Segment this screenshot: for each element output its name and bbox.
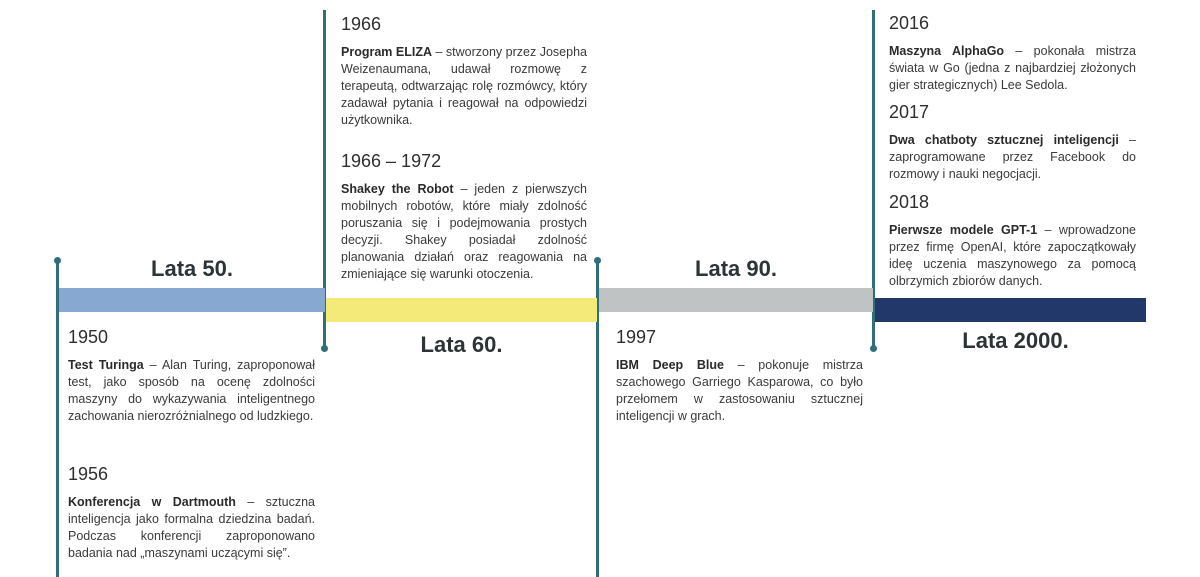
event-1966 [341,14,587,129]
event-title: IBM Deep Blue [616,358,724,372]
event-1997 [616,327,863,425]
event-title: Shakey the Robot [341,182,454,196]
event-description [616,357,863,425]
event-title: Maszyna AlphaGo [889,44,1005,58]
event-description [341,181,587,283]
era-label-1960s: Lata 60. [420,332,503,357]
event-1966-1972 [341,151,587,283]
event-year: 1966 – 1972 [341,151,442,171]
event-1956 [68,464,315,562]
event-text: – zaprogramowane przez Facebook do rozmowy i nauki negocjacji. [889,133,1136,181]
event-title: Konferencja w Dartmouth [68,495,236,509]
event-description [68,494,315,562]
event-description [68,357,315,425]
event-2018 [889,192,1136,290]
event-description [889,43,1136,94]
event-year: 1966 [341,14,382,34]
event-description [889,222,1136,290]
event-year: 2017 [889,102,930,122]
event-description [341,44,587,129]
event-2016 [889,13,1136,94]
event-title: Pierwsze modele GPT-1 [889,223,1038,237]
era-bar-1990s [599,288,873,312]
event-title: Dwa chatboty sztucznej inteligencji [889,133,1119,147]
event-description [889,132,1136,183]
event-year: 1950 [68,327,109,347]
event-text: – Alan Turing, zaproponował test, jako sposób na ocenę zdolności maszyny do wykazywania inteligentnego zachowania nierozróżnialnego od ludzkiego. [68,358,316,423]
event-year: 1956 [68,464,109,484]
event-text: – wprowadzone przez firmę OpenAI, które zapoczątkowały ideę uczenia maszynowego za pomocą olbrzymich zbiorów danych. [889,223,1136,288]
era-label-2000s: Lata 2000. [962,328,1069,353]
event-text: – sztuczna inteligencja jako formalna dziedzina badań. Podczas konferencji zaproponowano badania nad „maszynami uczącymi się”. [68,495,315,560]
era-bar-1960s [326,298,597,322]
event-year: 2016 [889,13,930,33]
event-title: Test Turinga [68,358,144,372]
event-text: – pokonała mistrza świata w Go (jedna z najbardziej złożonych gier strategicznych) Lee Sedola. [889,44,1137,92]
event-year: 1997 [616,327,657,347]
event-text: – pokonuje mistrza szachowego Garriego Kasparowa, co było przełomem w zastosowaniu sztucznej inteligencji w grach. [616,358,863,423]
era-bar-2000s [875,298,1146,322]
era-label-1990s: Lata 90. [695,256,777,281]
event-year: 2018 [889,192,930,212]
event-2017 [889,102,1136,183]
event-title: Program ELIZA [341,45,432,59]
era-bar-1950s [59,288,325,312]
event-text: – jeden z pierwszych mobilnych robotów, które miały zdolność poruszania się i podejmowania prostych decyzji. Shakey posiadał zdolność planowania działań oraz reagowania na zmieniające się warunki otoczenia. [341,182,587,281]
event-text: – stworzony przez Josepha Weizenaumana, udawał rozmowę z terapeutą, odtwarzając rolę rozmówcy, który zadawał pytania i reagował na odpowiedzi użytkownika. [341,45,587,127]
event-1950 [68,327,315,425]
era-label-1950s: Lata 50. [151,256,233,281]
